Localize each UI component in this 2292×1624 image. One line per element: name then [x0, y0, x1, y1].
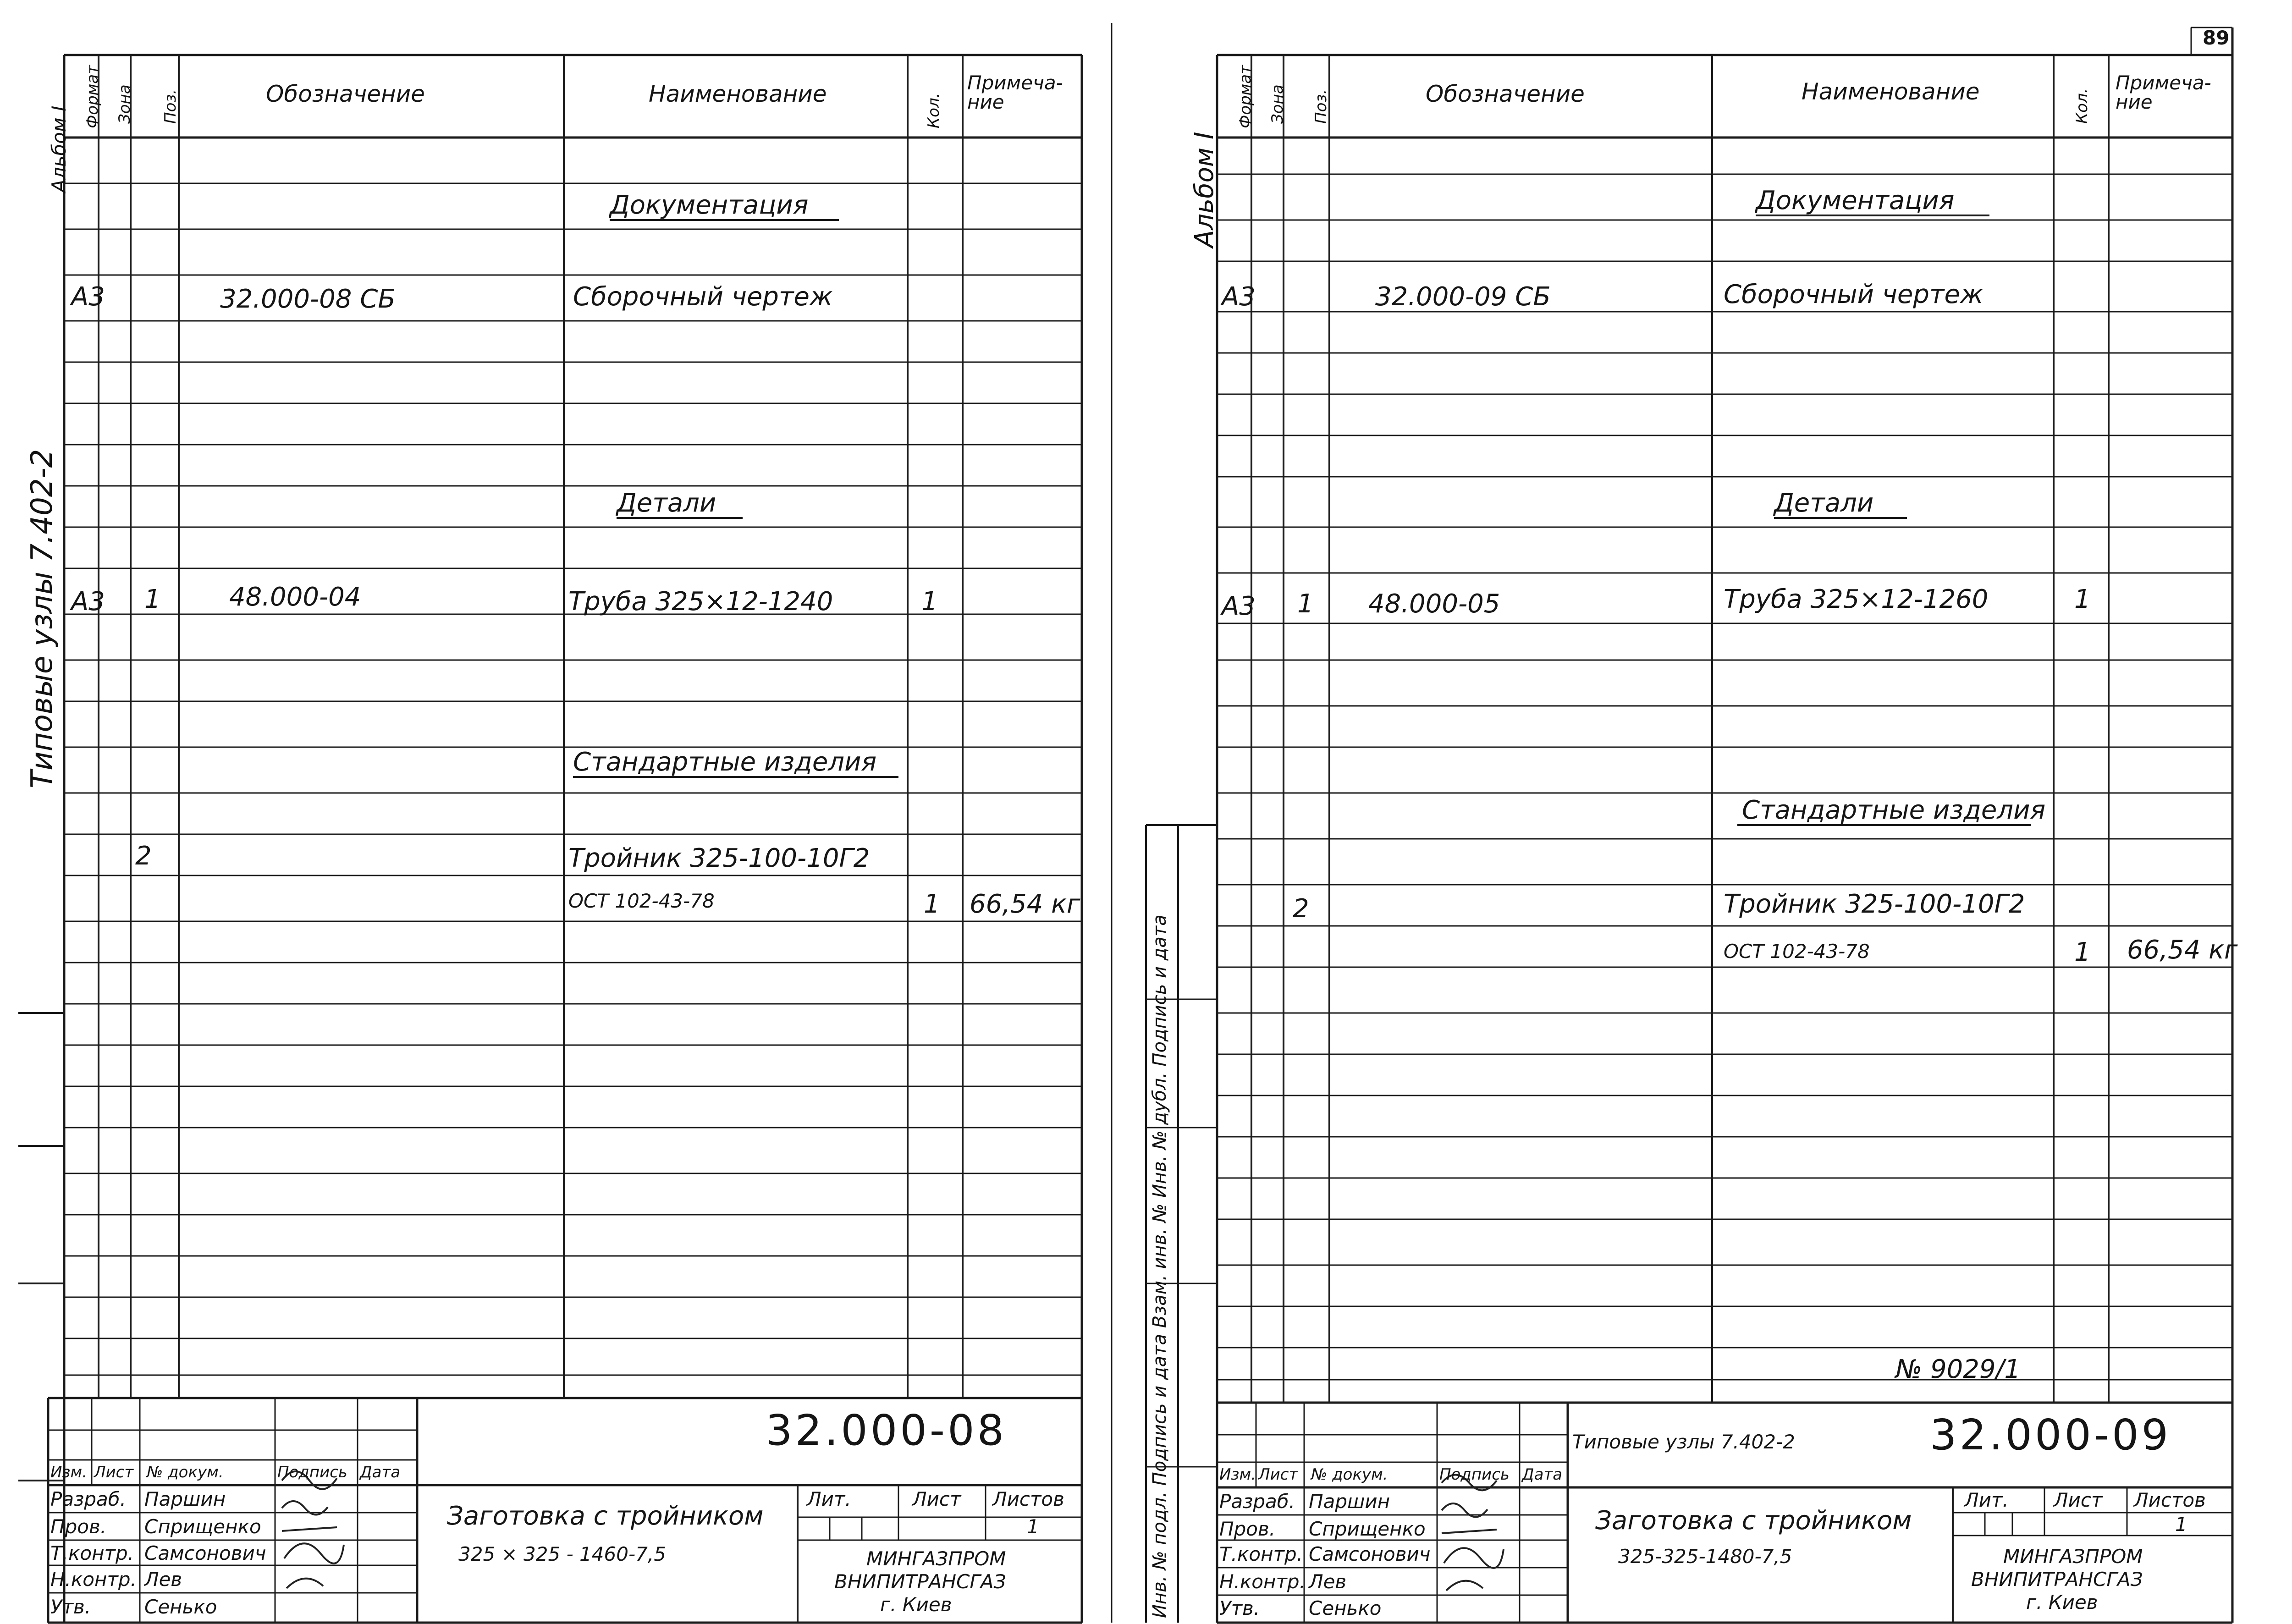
title-line-1: Заготовка с тройником — [447, 1501, 764, 1531]
doc-name-r: Сборочный чертеж — [1724, 280, 1983, 309]
sheet-count-r: 1 — [2175, 1513, 2187, 1536]
stamp-name-4: Лев — [144, 1568, 182, 1591]
stamp-sheets-r: Листов — [2134, 1489, 2206, 1511]
doc-code: 32.000-08 — [766, 1406, 1007, 1455]
std-name-2-r: ОСТ 102-43-78 — [1724, 940, 1870, 963]
std-pos: 2 — [135, 841, 152, 871]
reference-number: № 9029/1 — [1895, 1354, 2021, 1384]
section-documentation-r: Документация — [1756, 186, 1955, 215]
side-stamp-strip: Инв. № подл. Подпись и дата Взам. инв. № Инв. № дубл. Подпись и дата — [1149, 914, 1170, 1618]
header-pos-r: Поз. — [1312, 89, 1330, 124]
stamp-sheets: Листов — [992, 1488, 1064, 1510]
stamp-sheet: Лист — [912, 1488, 961, 1510]
stamp-date: Дата — [360, 1463, 401, 1481]
title-line-2: 325 × 325 - 1460-7,5 — [458, 1543, 666, 1565]
part-name: Труба 325×12-1240 — [568, 587, 833, 617]
stamp-name-3: Самсонович — [144, 1542, 266, 1564]
stamp-date-r: Дата — [1522, 1465, 1563, 1484]
sheet-count: 1 — [1027, 1515, 1039, 1538]
section-documentation: Документация — [610, 190, 809, 220]
doc-code-r: 32.000-09 — [1930, 1410, 2171, 1459]
stamp-name-1: Паршин — [144, 1488, 226, 1510]
org-3-r: г. Киев — [2026, 1591, 2098, 1613]
part-format: А3 — [71, 587, 105, 617]
header-designation: Обозначение — [266, 81, 425, 107]
album-label-left: Альбом I — [48, 105, 70, 193]
stamp-role-4: Н.контр. — [50, 1568, 137, 1591]
std-note-r: 66,54 кг — [2127, 935, 2238, 965]
title-line-2-r: 325-325-1480-7,5 — [1618, 1545, 1792, 1568]
stamp-name-5: Сенько — [144, 1596, 217, 1618]
section-standard-r: Стандартные изделия — [1742, 795, 2046, 825]
series-vertical-label: Типовые узлы 7.402-2 — [25, 449, 59, 788]
stamp-izm-r: Изм. — [1219, 1465, 1256, 1484]
part-designation: 48.000-04 — [229, 582, 361, 612]
org-3: г. Киев — [880, 1593, 952, 1616]
header-format: Формат — [83, 65, 102, 128]
stamp-role-2-r: Пров. — [1219, 1518, 1276, 1540]
org-1-r: МИНГАЗПРОМ — [2003, 1545, 2143, 1568]
part-pos-r: 1 — [1297, 589, 1314, 619]
part-qty: 1 — [921, 587, 938, 617]
header-name-r: Наименование — [1802, 78, 1980, 105]
page-number: 89 — [2203, 27, 2230, 49]
stamp-name-3-r: Самсонович — [1309, 1543, 1431, 1565]
stamp-name-2-r: Сприщенко — [1309, 1518, 1426, 1540]
org-1: МИНГАЗПРОМ — [866, 1547, 1006, 1570]
header-pos: Поз. — [161, 89, 180, 124]
doc-format-r: А3 — [1222, 282, 1256, 312]
part-name-r: Труба 325×12-1260 — [1724, 584, 1989, 614]
std-pos-r: 2 — [1293, 894, 1309, 924]
header-name: Наименование — [649, 81, 827, 107]
header-format-r: Формат — [1236, 65, 1255, 128]
stamp-ndoc-r: № докум. — [1311, 1465, 1388, 1484]
std-name-1: Тройник 325-100-10Г2 — [568, 843, 870, 873]
stamp-name-4-r: Лев — [1309, 1570, 1347, 1593]
part-designation-r: 48.000-05 — [1368, 589, 1500, 619]
stamp-role-1-r: Разраб. — [1219, 1490, 1295, 1513]
title-line-1-r: Заготовка с тройником — [1595, 1506, 1912, 1536]
header-qty: Кол. — [925, 93, 943, 128]
doc-designation: 32.000-08 СБ — [220, 284, 396, 314]
header-note: Примеча-ние — [967, 72, 1063, 113]
stamp-name-5-r: Сенько — [1309, 1597, 1382, 1619]
std-qty-r: 1 — [2074, 937, 2091, 967]
section-parts: Детали — [617, 488, 716, 518]
part-qty-r: 1 — [2074, 584, 2091, 614]
stamp-sheet-r: Лист — [2054, 1489, 2103, 1511]
std-name-2: ОСТ 102-43-78 — [568, 890, 715, 912]
org-2: ВНИПИТРАНСГАЗ — [834, 1570, 1006, 1593]
stamp-role-3-r: Т.контр. — [1219, 1543, 1303, 1565]
stamp-name-1-r: Паршин — [1309, 1490, 1390, 1513]
stamp-sign: Подпись — [277, 1463, 347, 1481]
stamp-sign-r: Подпись — [1439, 1465, 1510, 1484]
section-standard: Стандартные изделия — [573, 747, 877, 777]
stamp-role-2: Пров. — [50, 1515, 107, 1538]
doc-designation-r: 32.000-09 СБ — [1375, 282, 1551, 312]
album-label-right: Альбом I — [1190, 132, 1219, 248]
header-designation-r: Обозначение — [1426, 81, 1585, 107]
stamp-list: Лист — [94, 1463, 134, 1481]
stamp-izm: Изм. — [50, 1463, 87, 1481]
std-qty: 1 — [924, 889, 940, 919]
header-zone: Зона — [116, 84, 134, 124]
header-qty-r: Кол. — [2073, 88, 2091, 124]
org-2-r: ВНИПИТРАНСГАЗ — [1971, 1568, 2143, 1591]
std-name-1-r: Тройник 325-100-10Г2 — [1724, 889, 2025, 919]
header-note-r: Примеча-ние — [2116, 72, 2211, 113]
doc-name: Сборочный чертеж — [573, 282, 833, 312]
stamp-ndoc: № докум. — [147, 1463, 224, 1481]
header-zone-r: Зона — [1268, 84, 1287, 124]
doc-format: А3 — [71, 282, 105, 312]
series-label: Типовые узлы 7.402-2 — [1572, 1431, 1795, 1453]
part-format-r: А3 — [1222, 591, 1256, 621]
stamp-name-2: Сприщенко — [144, 1515, 261, 1538]
stamp-lit: Лит. — [807, 1488, 851, 1510]
stamp-role-1: Разраб. — [50, 1488, 127, 1510]
stamp-role-5: Утв. — [50, 1596, 91, 1618]
part-pos: 1 — [144, 584, 161, 614]
section-parts-r: Детали — [1774, 488, 1874, 518]
stamp-role-4-r: Н.контр. — [1219, 1570, 1306, 1593]
stamp-lit-r: Лит. — [1964, 1489, 2009, 1511]
stamp-role-3: Т.контр. — [50, 1542, 134, 1564]
stamp-list-r: Лист — [1258, 1465, 1298, 1484]
stamp-role-5-r: Утв. — [1219, 1597, 1260, 1619]
std-note: 66,54 кг — [970, 889, 1080, 919]
